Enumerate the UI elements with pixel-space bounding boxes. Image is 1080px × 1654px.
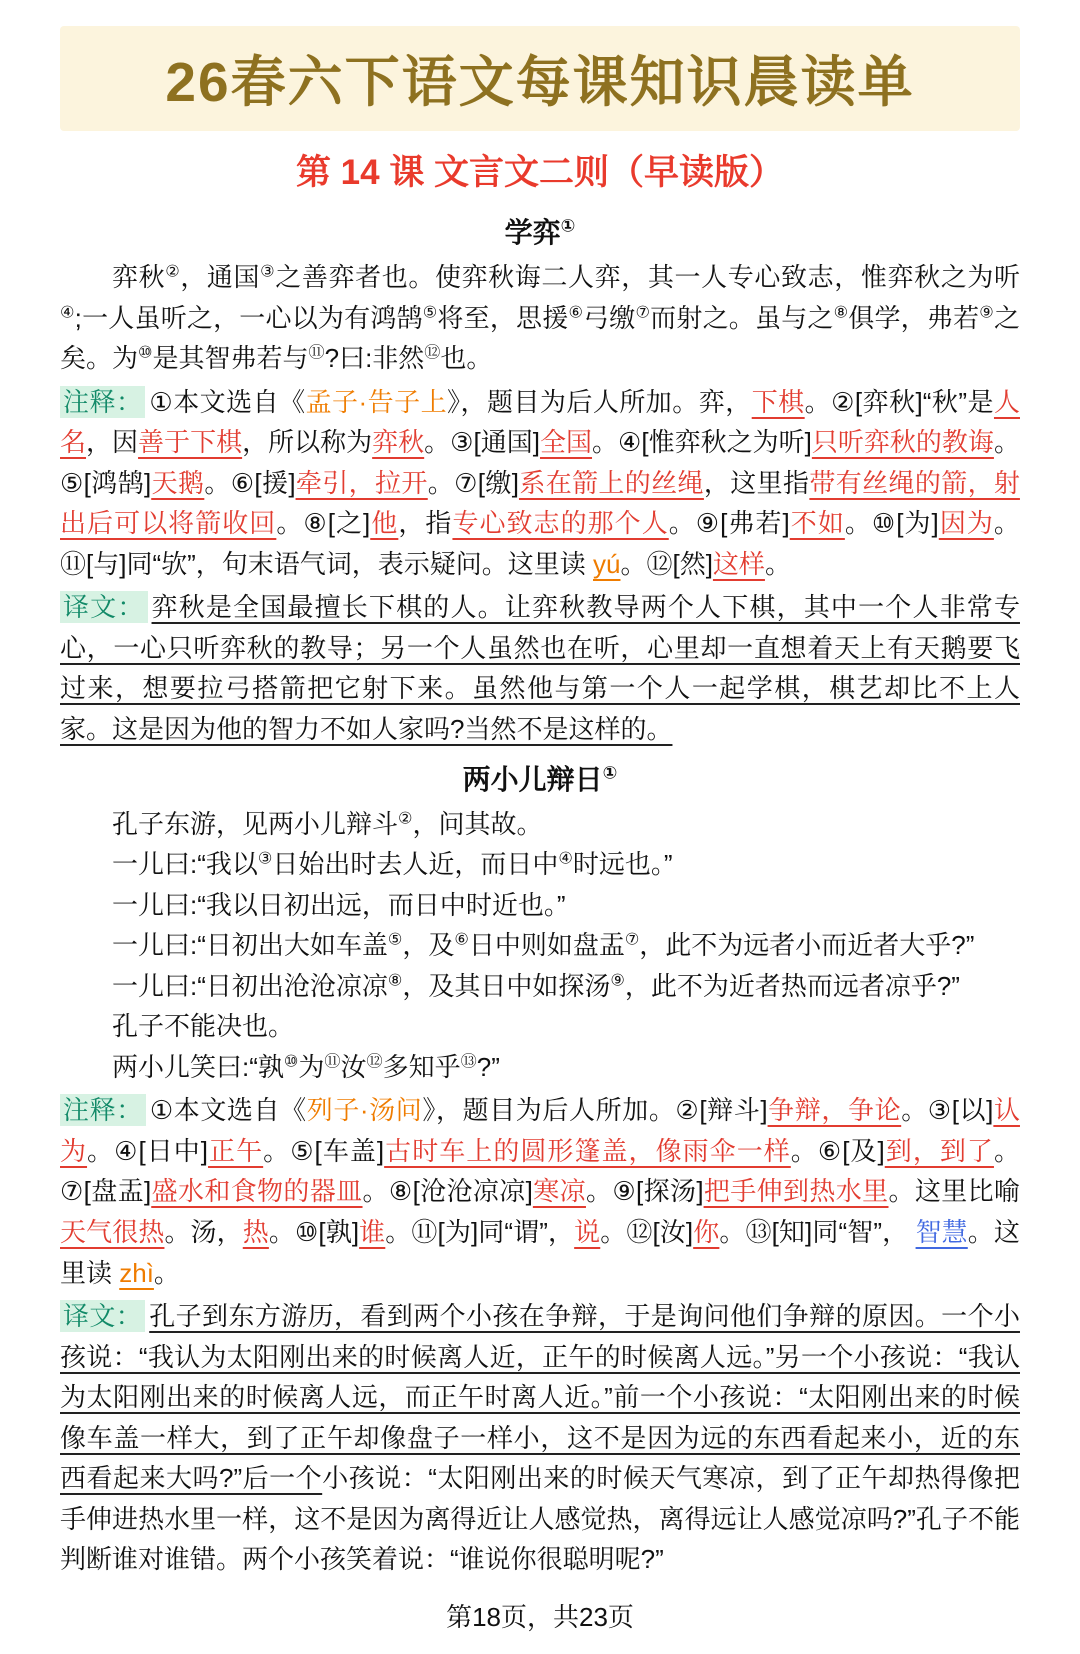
classical-text-paragraph [60, 885, 1020, 926]
text-segment: 牵引，拉开 [295, 467, 428, 498]
text-segment: 因为 [938, 508, 994, 539]
text-segment: 也。 [440, 343, 493, 374]
text-segment: 。⑫[汝] [600, 1217, 694, 1248]
text-segment: 汝 [340, 1051, 367, 1082]
footnote-marker: ③ [260, 262, 276, 281]
text-segment: 而射之。虽与之 [650, 302, 834, 333]
text-segment: 。⑤[车盖] [263, 1135, 385, 1166]
footnote-marker: ④ [60, 302, 75, 321]
text-segment: 只听弈秋的教诲 [811, 427, 994, 458]
text-segment: 他 [370, 508, 399, 539]
text-segment: 正午 [208, 1135, 264, 1166]
text-segment: 将至，思援 [437, 302, 569, 333]
text-segment: 弓缴 [583, 302, 636, 333]
text-segment: 。⑥[及] [790, 1135, 885, 1166]
text-segment: 说 [574, 1217, 601, 1248]
text-segment: ，及其日中如探汤 [402, 970, 611, 1001]
text-segment: 。⑤[鸿鹄] [60, 427, 1020, 498]
text-segment: 多知乎 [382, 1051, 461, 1082]
document-footer [60, 1583, 1020, 1640]
text-segment: ①本文选自《 [149, 1095, 307, 1126]
text-segment: 。⑥[援] [204, 467, 296, 498]
text-segment: 。⑧[之] [276, 508, 371, 539]
text-segment: ，因 [86, 427, 139, 458]
text-segment: 。②[弈秋]“秋”是 [804, 386, 994, 417]
classical-text-paragraph [60, 966, 1020, 1007]
text-segment: 。⑦[盘盂] [60, 1135, 1020, 1207]
footnote-marker: ⑧ [387, 971, 403, 990]
text-segment: 俱学，弗若 [848, 302, 980, 333]
footnote-marker: ⑫ [366, 1052, 383, 1071]
text-segment: 孔子到东方游历，看到两个小孩在争辩，于是询问他们争辩的原因。一个小孩说：“我认为太阳刚出来的时候离人近，正午的时候离人远。”另一个小孩说：“我认为太阳刚出来的时候离人远，而正午时离人近。”前一个小孩说：“太阳刚出来的时候像车盖一样大，到了正午却像盘子一样小，这不是因为远的东西看起来小，近的东西看起来大吗?”后一个 [60, 1301, 1020, 1494]
text-segment: 一儿曰:“日初出大如车盖 [112, 930, 388, 961]
classical-text-paragraph [60, 1006, 1020, 1047]
text-segment: ，这里指 [703, 467, 810, 498]
footnote-marker: ④ [558, 849, 573, 868]
text-segment: 不如 [789, 508, 845, 539]
annotations-label: 注释： [60, 386, 145, 418]
text-segment: 弈秋 [372, 427, 425, 458]
text-segment: 是其智弗若与 [152, 343, 309, 374]
text-segment: 。④[惟弈秋之为听] [592, 427, 812, 458]
translation-label: 译文： [60, 1300, 145, 1332]
text-segment: 。⑨[弗若] [668, 508, 790, 539]
text-segment: ;一人虽听之，一心以为有鸿鹄 [74, 302, 423, 333]
text-segment: 。汤， [164, 1217, 243, 1248]
text-segment: 》，题目为后人所加。②[辩斗] [422, 1095, 768, 1126]
text-segment: 。 [153, 1257, 180, 1288]
text-segment: 全国 [539, 427, 593, 458]
footnote-marker: ⑫ [424, 343, 441, 362]
footnote-marker: ⑥ [454, 930, 469, 949]
text-segment: 。⑩[为] [844, 508, 939, 539]
text-segment: ，通国 [180, 262, 261, 292]
text-segment: 。⑪[为]同“谓”， [385, 1217, 575, 1248]
text-segment: 之善弈者也。使弈秋诲二人弈，其一人专心致志，惟弈秋之为听 [275, 262, 1020, 292]
text-segment: 把手伸到热水里 [703, 1176, 889, 1207]
text-segment: 日中则如盘盂 [468, 930, 625, 961]
text-segment: 古时车上的圆形篷盖，像雨伞一样 [384, 1135, 791, 1166]
text-segment: 寒凉 [532, 1176, 586, 1207]
text-segment: 。⑦[缴] [427, 467, 519, 498]
text-segment: ，问其故。 [412, 808, 543, 839]
footnote-marker: ② [398, 808, 413, 827]
section-heading [60, 758, 1020, 798]
footnote-marker: ⑨ [610, 971, 625, 990]
text-segment: 弈秋是全国最擅长下棋的人。让弈秋教导两个人下棋，其中一个人非常专心，一心只听弈秋的教导；另一个人虽然也在听，心里却一直想着天上有天鹅要飞过来，想要拉弓搭箭把它射下来。虽然他与第一个人一起学棋，棋艺却比不上人家。这是因为他的智力不如人家吗?当然不是这样的。 [60, 592, 1020, 745]
document-title: 26春六下语文每课知识晨读单 [60, 26, 1020, 131]
text-segment: 。这里比喻 [888, 1176, 1020, 1207]
text-segment: 之矣。为 [60, 302, 1020, 374]
text-segment: 。⑬[知]同“智”， [719, 1217, 916, 1248]
text-segment: 。⑫[然] [620, 548, 713, 579]
text-segment: 日始出时去人近，而日中 [272, 849, 559, 880]
footnote-marker: ⑨ [979, 302, 994, 321]
text-segment: ，所以称为 [242, 427, 373, 458]
classical-text-paragraph [60, 844, 1020, 885]
footnote-marker: ⑤ [387, 930, 403, 949]
text-segment: 。⑪[与]同“欤”，句末语气词，表示疑问。这里读 [60, 508, 1020, 579]
text-segment: ，此不为远者小而近者大乎?” [639, 930, 975, 961]
text-segment: 人名 [60, 386, 1020, 458]
text-segment: 。⑨[探汤] [585, 1176, 704, 1207]
annotations-paragraph [60, 382, 1020, 585]
text-segment: 孔子东游，见两小儿辩斗 [112, 808, 399, 839]
text-segment: 认为 [60, 1095, 1020, 1166]
text-segment: 学弈 [504, 217, 561, 248]
text-segment: ①本文选自《 [149, 386, 306, 417]
footnote-marker: ① [560, 215, 576, 236]
text-segment: zhì [119, 1257, 154, 1288]
page-number: 第18页，共23页 [446, 1601, 634, 1632]
text-segment: 时远也。” [572, 849, 673, 880]
text-segment: 。⑧[沧沧凉凉] [362, 1176, 533, 1207]
classical-text-paragraph [60, 925, 1020, 966]
text-segment: 一儿曰:“日初出沧沧凉凉 [112, 970, 388, 1001]
translation-paragraph [60, 1296, 1020, 1580]
classical-text-paragraph [60, 804, 1020, 845]
document-header [60, 26, 1020, 203]
text-segment: 。 [764, 548, 791, 579]
text-segment: 。⑩[孰] [268, 1217, 360, 1248]
text-segment: 谁 [359, 1217, 386, 1248]
text-segment: ?曰:非然 [324, 343, 425, 374]
text-segment: 盛水和食物的器皿 [151, 1176, 363, 1207]
text-segment: 善于下棋 [138, 427, 243, 458]
text-segment: 两小儿辩日 [462, 763, 603, 795]
footnote-marker: ⑥ [568, 302, 584, 321]
text-segment: 下棋 [751, 386, 805, 417]
text-segment: 两小儿笑曰:“孰 [112, 1051, 284, 1082]
text-segment: 争辩，争论 [767, 1095, 902, 1126]
text-segment: 天鹅 [151, 467, 205, 498]
text-segment: 天气很热 [60, 1217, 165, 1248]
text-segment: 为 [298, 1051, 325, 1082]
text-segment: 热 [242, 1217, 269, 1248]
annotations-paragraph [60, 1090, 1020, 1293]
footnote-marker: ② [165, 262, 181, 281]
text-segment: 专心致志的那个人 [452, 508, 669, 539]
text-segment: 系在箭上的丝绳 [518, 467, 704, 498]
footnote-marker: ⑩ [283, 1052, 299, 1071]
text-segment: ，此不为近者热而远者凉乎?” [624, 970, 960, 1001]
footnote-marker: ⑩ [138, 343, 153, 362]
document-content [60, 203, 1020, 1583]
footnote-marker: ① [602, 762, 618, 783]
translation-paragraph [60, 587, 1020, 749]
section-heading [60, 211, 1020, 251]
classical-text-paragraph [60, 257, 1020, 379]
text-segment: ?” [476, 1051, 500, 1082]
text-segment: 孟子·告子上 [305, 386, 448, 417]
classical-text-paragraph [60, 1047, 1020, 1088]
text-segment: ，指 [398, 508, 453, 539]
text-segment: 。③[以] [901, 1095, 994, 1126]
text-segment: ，及 [402, 930, 455, 961]
text-segment: 。这里读 [60, 1217, 1020, 1288]
text-segment: 列子·汤问 [306, 1095, 423, 1126]
text-segment: 弈秋 [112, 262, 166, 292]
footnote-marker: ⑪ [308, 343, 325, 362]
footnote-marker: ⑦ [635, 302, 651, 321]
text-segment: 到，到了 [884, 1135, 994, 1166]
footnote-marker: ⑪ [324, 1052, 341, 1071]
text-segment: 智慧 [915, 1217, 968, 1248]
text-segment: 小孩说：“太阳刚出来的时候天气寒凉，到了正午却热得像把手伸进热水里一样，这不是因为离得近让人感觉热，离得远让人感觉凉吗?”孔子不能判断谁对谁错。两个小孩笑着说：“谁说你很聪明呢?” [60, 1463, 1020, 1575]
text-segment: 一儿曰:“我以 [112, 849, 258, 880]
footnote-marker: ③ [257, 849, 273, 868]
text-segment: yú [593, 548, 621, 579]
footnote-marker: ⑦ [624, 930, 640, 949]
lesson-title: 第 14 课 文言文二则（早读版） [295, 153, 785, 192]
text-segment: 你 [693, 1217, 720, 1248]
text-segment: 。③[通国] [424, 427, 540, 458]
translation-label: 译文： [60, 591, 148, 623]
footnote-marker: ⑧ [833, 302, 849, 321]
annotations-label: 注释： [60, 1094, 146, 1126]
text-segment: 这样 [712, 548, 765, 579]
text-segment: 。④[日中] [87, 1135, 209, 1166]
footnote-marker: ⑤ [422, 302, 438, 321]
text-segment: 带有丝绳的箭，射出后可以将箭收回 [60, 467, 1020, 539]
footnote-marker: ⑬ [460, 1052, 477, 1071]
text-segment: 一儿曰:“我以日初出远，而日中时近也。” [112, 889, 566, 920]
text-segment: 》，题目为后人所加。弈， [447, 386, 752, 417]
text-segment: 孔子不能决也。 [112, 1011, 295, 1042]
